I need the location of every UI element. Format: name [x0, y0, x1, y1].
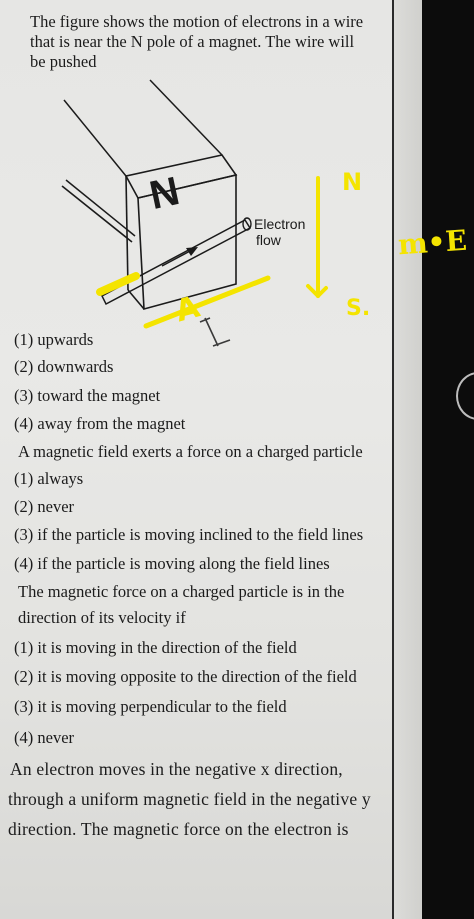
q1-line-1: The figure shows the motion of electrons in a wire: [30, 12, 364, 31]
q2-option-1: (1) always: [14, 469, 84, 488]
q1-line-2: that is near the N pole of a magnet. The wire will: [30, 32, 355, 51]
q3-line-2: direction of its velocity if: [18, 608, 186, 627]
q3-option-2: (2) it is moving opposite to the direction of the field: [14, 667, 357, 686]
q3-line-1: The magnetic force on a charged particle is in the: [18, 582, 345, 601]
electron-label-1: Electron: [254, 216, 306, 232]
q3-option-4: (4) never: [14, 728, 75, 747]
q1-option-3: (3) toward the magnet: [14, 386, 161, 405]
electron-label-2: flow: [256, 232, 281, 248]
annotation-south: S.: [346, 296, 371, 321]
q1-line-3: be pushed: [30, 52, 97, 71]
side-note-annotation: m•E: [396, 223, 468, 262]
q4-line-3: direction. The magnetic force on the electron is: [8, 819, 349, 839]
q2-stem: A magnetic field exerts a force on a charged particle: [18, 442, 363, 461]
annotation-north: N: [342, 168, 363, 196]
q4-line-2: through a uniform magnetic field in the negative y: [8, 789, 371, 809]
q1-option-2: (2) downwards: [14, 357, 114, 376]
q2-option-3: (3) if the particle is moving inclined to the field lines: [14, 525, 364, 544]
q1-option-4: (4) away from the magnet: [14, 414, 186, 433]
q3-option-3: (3) it is moving perpendicular to the field: [14, 697, 287, 716]
q4-line-1: An electron moves in the negative x direction,: [10, 759, 343, 779]
magnet-pole-label: N: [145, 169, 184, 219]
q3-option-1: (1) it is moving in the direction of the field: [14, 638, 297, 657]
annotation-letter-a: A: [171, 289, 204, 330]
q2-option-4: (4) if the particle is moving along the field lines: [14, 554, 330, 573]
q2-option-2: (2) never: [14, 497, 75, 516]
margin-circle-mark: [456, 372, 474, 420]
q1-option-1: (1) upwards: [14, 330, 94, 349]
